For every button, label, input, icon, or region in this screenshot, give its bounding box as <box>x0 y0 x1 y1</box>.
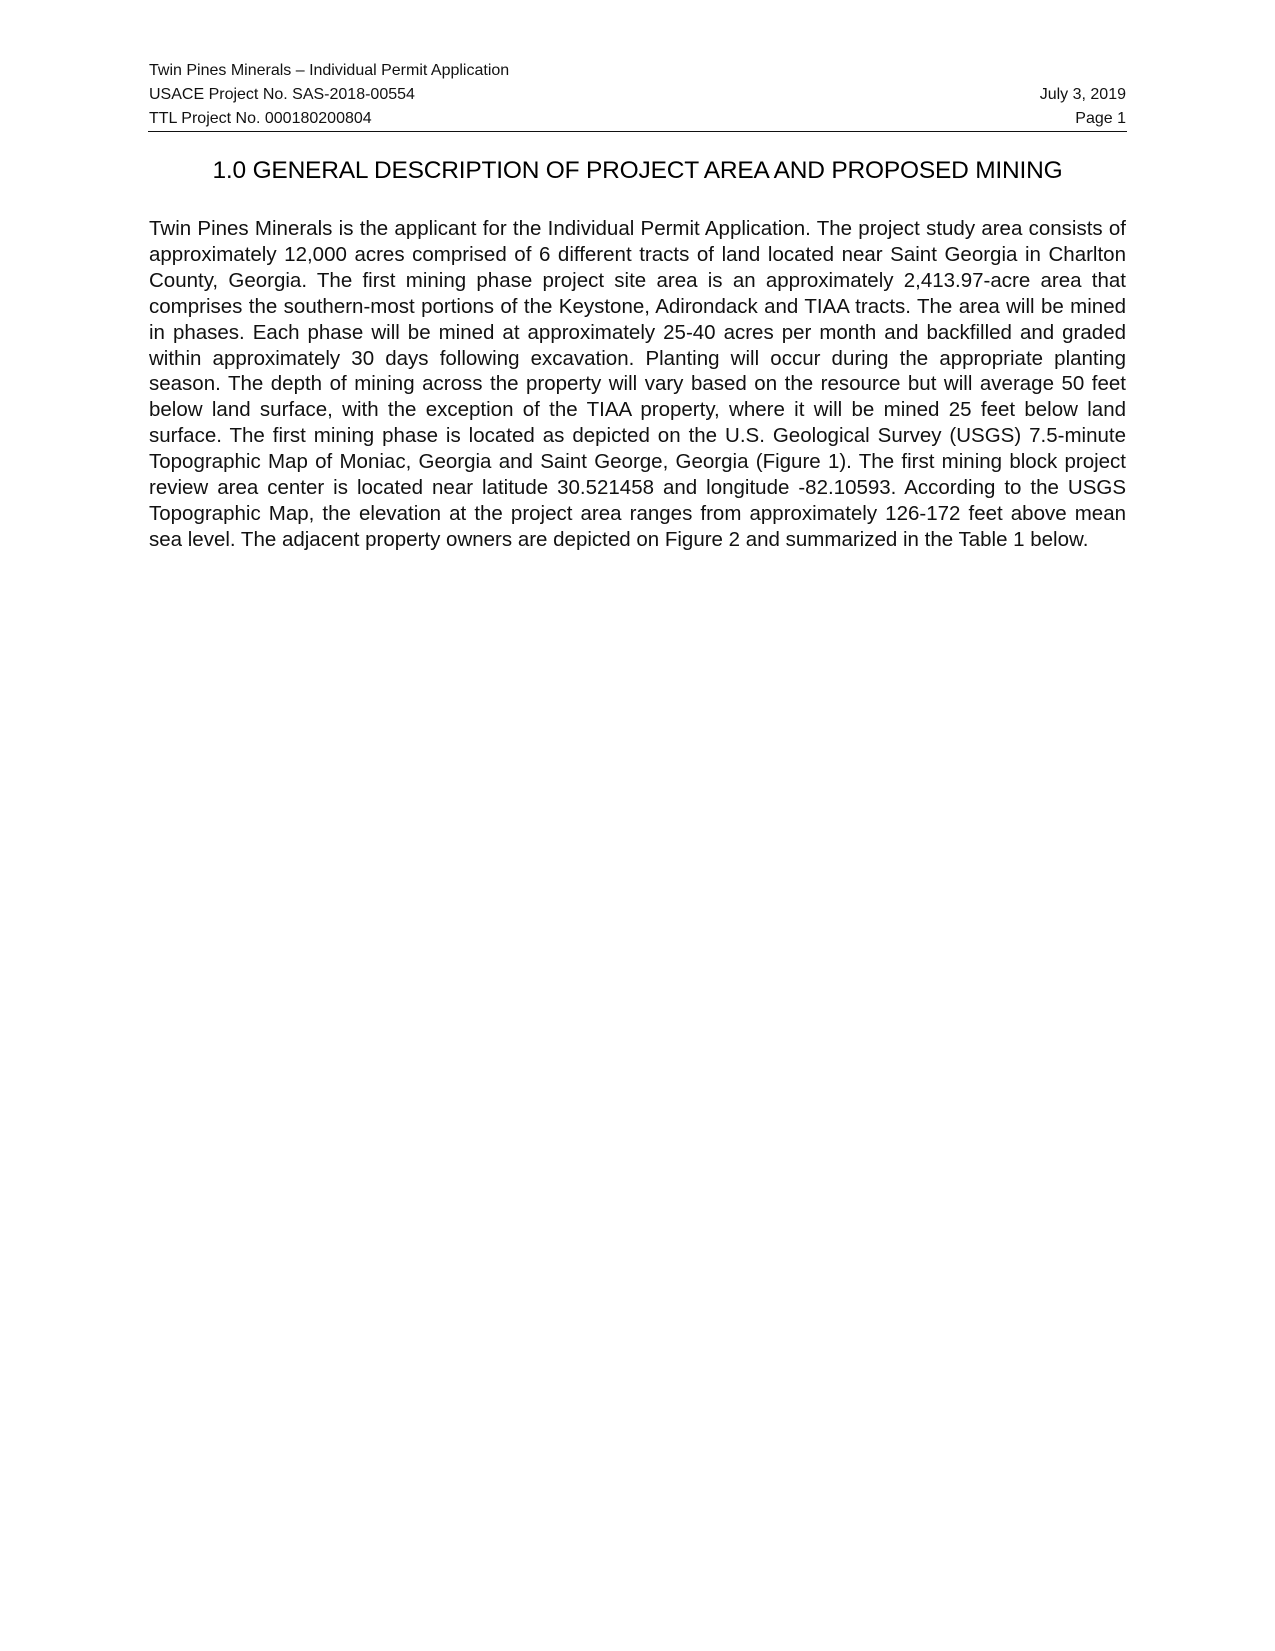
header-divider <box>148 131 1127 132</box>
section-paragraph: Twin Pines Minerals is the applicant for the Individual Permit Application. The project study area consists of approximately 12,000 acres comprised of 6 different tracts of land located near Saint Georgia in Charlton County, Georgia. The first mining phase project site area is an approximately 2,413.97-acre area that comprises the southern-most portions of the Keystone, Adirondack and TIAA tracts. The area will be mined in phases. Each phase will be mined at approximately 25-40 acres per month and backfilled and graded within approximately 30 days following excavation. Planting will occur during the appropriate planting season. The depth of mining across the property will vary based on the resource but will average 50 feet below land surface, with the exception of the TIAA property, where it will be mined 25 feet below land surface. The first mining phase is located as depicted on the U.S. Geological Survey (USGS) 7.5-minute Topographic Map of Moniac, Georgia and Saint George, Georgia (Figure 1). The first mining block project review area center is located near latitude 30.521458 and longitude -82.10593. According to the USGS Topographic Map, the elevation at the project area ranges from approximately 126-172 feet above mean sea level. The adjacent property owners are depicted on Figure 2 and summarized in the Table 1 below. <box>149 217 1126 551</box>
header-date: July 3, 2019 <box>1039 86 1126 103</box>
header-application-title: Twin Pines Minerals – Individual Permit Application <box>149 62 510 79</box>
header-ttl-project-number: TTL Project No. 000180200804 <box>149 110 372 127</box>
header-row-1 <box>149 59 1126 83</box>
header-row-3 <box>149 107 1126 131</box>
page-header <box>149 59 1126 131</box>
header-page-number: Page 1 <box>1075 110 1126 127</box>
header-row-2 <box>149 83 1126 107</box>
header-usace-project-number: USACE Project No. SAS-2018-00554 <box>149 86 415 103</box>
section-title: 1.0 GENERAL DESCRIPTION OF PROJECT AREA AND PROPOSED MINING <box>212 157 1063 184</box>
